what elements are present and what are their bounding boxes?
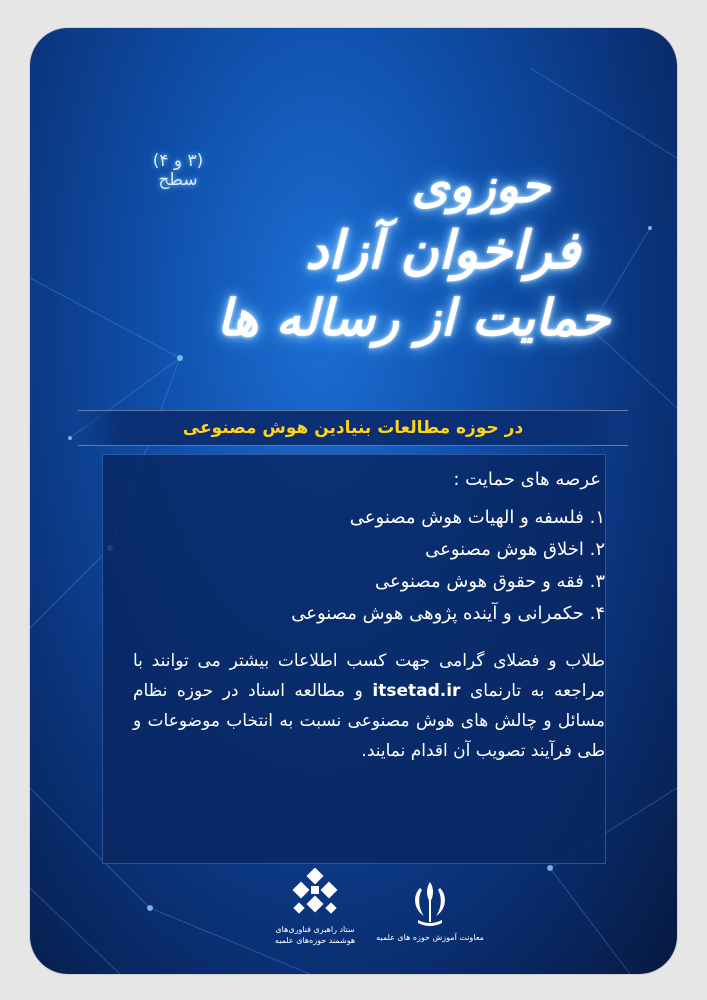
logo-right-caption: معاونت آموزش حوزه های علمیه — [376, 933, 484, 942]
area-item: ۳. فقه و حقوق هوش مصنوعی — [374, 571, 605, 592]
areas-title: عرصه های حمایت : — [453, 469, 601, 490]
poster — [30, 28, 677, 974]
level-numbers: (۳ و ۴) — [152, 151, 204, 171]
paragraph-part-1: طلاب و فضلای گرامی جهت کسب اطلاعات بیشتر می توانند با مراجعه به تارنمای — [133, 651, 606, 701]
info-paragraph — [133, 646, 605, 766]
title-line-3: حمایت از رساله ها — [216, 288, 610, 347]
area-item: ۴. حکمرانی و آینده پژوهی هوش مصنوعی — [291, 603, 605, 624]
logo-left — [260, 868, 370, 946]
poster-title — [140, 148, 620, 383]
logo-left-caption-1: ستاد راهبری فناوری‌های — [275, 925, 355, 934]
content-box — [102, 454, 606, 864]
network-logo-icon — [289, 868, 341, 920]
paragraph-part-2: و مطالعه اسناد در حوزه نظام مسائل و چالش های هوش مصنوعی نسبت به انتخاب موضوعات و طی فرآیند تصویب آن اقدام نمایند. — [133, 681, 605, 761]
level-label: سطح — [158, 170, 198, 190]
subtitle: در حوزه مطالعات بنیادین هوش مصنوعی — [182, 418, 524, 438]
content — [133, 469, 605, 766]
subtitle-bar — [78, 410, 628, 446]
title-line-2: فراخوان آزاد — [305, 220, 580, 281]
logo-right — [370, 878, 490, 943]
website-link[interactable]: itsetad.ir — [372, 681, 461, 701]
iran-emblem-icon — [408, 878, 452, 928]
logo-left-caption-2: هوشمند حوزه‌های علمیه — [274, 936, 356, 945]
area-item: ۲. اخلاق هوش مصنوعی — [425, 539, 605, 560]
logos — [30, 868, 677, 968]
title-line-1: حوزوی — [411, 158, 550, 214]
area-item: ۱. فلسفه و الهیات هوش مصنوعی — [349, 507, 605, 528]
